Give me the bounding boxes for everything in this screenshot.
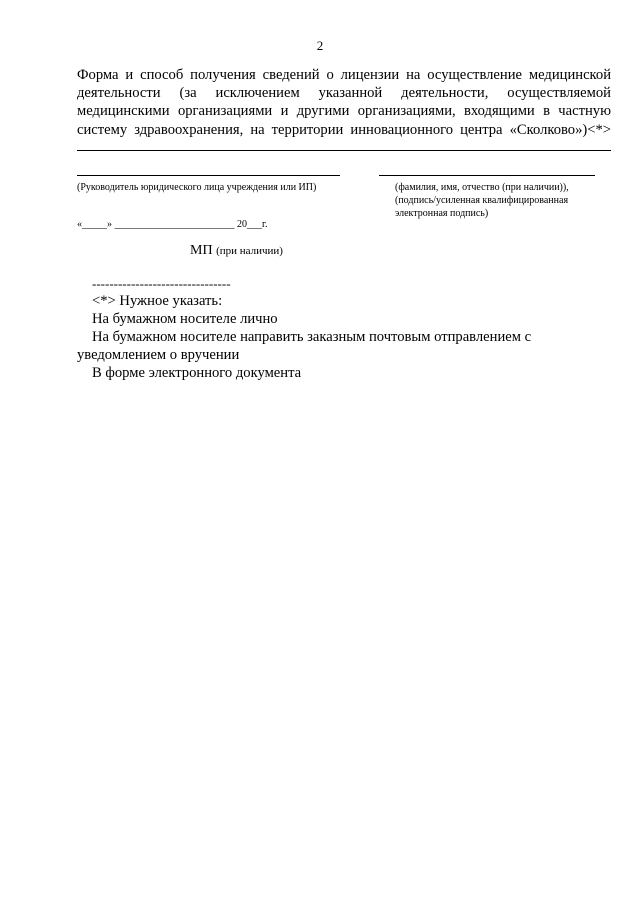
heading-line-3: медицинскими организациями и другими организациями, входящими в частную — [77, 103, 611, 119]
stamp-note: (при наличии) — [216, 245, 283, 257]
option-electronic: В форме электронного документа — [92, 365, 302, 381]
option-by-mail-continued: уведомлением о вручении — [77, 347, 240, 363]
name-underline — [379, 175, 595, 176]
date-line: «_____» ________________________ 20___г. — [77, 219, 268, 230]
footnote-title: <*> Нужное указать: — [92, 293, 223, 309]
e-signature-caption: электронная подпись) — [395, 208, 489, 219]
option-in-person: На бумажном носителе лично — [92, 311, 278, 327]
heading-line-2: деятельности (за исключением указанной деятельности, осуществляемой — [77, 85, 611, 101]
signatory-caption: (Руководитель юридического лица учреждения или ИП) — [77, 182, 317, 193]
option-by-mail: На бумажном носителе направить заказным почтовым отправлением с — [92, 329, 532, 345]
name-caption: (фамилия, имя, отчество (при наличии)), — [395, 182, 569, 193]
stamp-placeholder — [190, 243, 283, 259]
heading-underline — [77, 150, 611, 151]
heading-line-1: Форма и способ получения сведений о лицензии на осуществление медицинской — [77, 67, 611, 83]
heading-line-4: систему здравоохранения, на территории инновационного центра «Сколково»)<*> — [77, 122, 611, 138]
footnote-separator: -------------------------------- — [92, 276, 231, 291]
stamp-label: МП — [190, 243, 213, 258]
page-number: 2 — [316, 38, 324, 53]
signatory-underline — [77, 175, 340, 176]
signature-caption: (подпись/усиленная квалифицированная — [395, 195, 569, 206]
